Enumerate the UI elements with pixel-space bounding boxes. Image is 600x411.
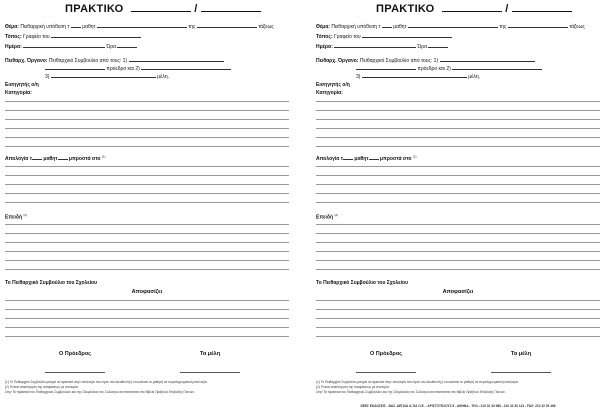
ruled-line xyxy=(5,175,289,176)
charge-label: Κατηγορία: xyxy=(316,90,343,96)
student-word: μαθητ xyxy=(82,24,96,30)
ruled-line xyxy=(5,309,289,310)
subject-text: Πειθαρχική υπόθεση τ xyxy=(331,24,381,30)
ruled-line xyxy=(316,242,600,243)
member3-blank[interactable] xyxy=(362,72,467,78)
footnote-3-text: Στην Τα πρακτικά του Πειθαρχικού Συμβουλίου και της Ολομέλειας του Συλλόγου συντάσσονται στο Βιβλίο Πράξεων Επιβολής Ποινών. xyxy=(5,390,195,394)
council-label: Το Πειθαρχικό Συμβούλιο του Σχολείου xyxy=(5,280,98,286)
defense-text-c: μπροστά στο xyxy=(68,156,101,162)
ruled-line xyxy=(5,101,289,102)
ruled-line xyxy=(5,110,289,111)
slash: / xyxy=(194,3,198,15)
organ-row xyxy=(316,56,535,64)
members-sig-label-box xyxy=(170,351,250,357)
number-blank[interactable] xyxy=(131,2,191,12)
defense-text-b: μαθητ xyxy=(354,156,369,162)
ruled-line xyxy=(5,269,289,270)
class-blank[interactable] xyxy=(508,22,568,28)
ruled-line xyxy=(5,202,289,203)
defense-gender2-blank[interactable] xyxy=(58,154,68,160)
council-label: Το Πειθαρχικό Συμβούλιο του Σχολείου xyxy=(316,280,409,286)
ruled-line xyxy=(316,193,600,194)
organ-label: Πειθαρχ. Όργανο: xyxy=(5,58,48,64)
defense-row xyxy=(316,154,417,162)
time-word: Ώρα xyxy=(417,44,428,50)
subject-row xyxy=(5,22,274,30)
place-text: Γραφείο του xyxy=(23,34,50,40)
defense-text-b: μαθητ xyxy=(43,156,58,162)
ruled-line xyxy=(5,318,289,319)
ruled-line xyxy=(316,224,600,225)
class-suffix: τάξεως xyxy=(569,24,585,30)
members-sig-label-box xyxy=(481,351,561,357)
ruled-line xyxy=(316,101,600,102)
publisher-line xyxy=(316,404,600,408)
footnote-2 xyxy=(316,385,390,389)
charge-label: Κατηγορία: xyxy=(5,90,32,96)
item3-text: 3) xyxy=(45,74,50,80)
rapporteur-row xyxy=(316,82,350,88)
decides-text: Αποφασίζει xyxy=(442,289,474,295)
members-signature-line[interactable] xyxy=(180,372,240,373)
president-label-box xyxy=(346,351,426,357)
publisher-text: ΝΕΕΣ ΕΚΔΟΣΕΙΣ - ΒΑΣ. ΔΕΓΑΙΑ & ΣΙΑ Ο.Ε. - ΑΡΙΣΤΟΤΕΛΟΥΣ 8 - ΑΘΗΝΑ - ΤΗΛ.: 210 32 40 586 - 210 32 40 141 - FAX: 210 32 25 466 xyxy=(360,404,556,408)
chair-text: πρόεδρο και 2) xyxy=(106,66,140,72)
members-sig-label: Τα μέλη xyxy=(199,351,221,357)
footnote-2 xyxy=(5,385,79,389)
rapporteur-label: Εισηγητής ο/η xyxy=(5,82,39,88)
decides-text: Αποφασίζει xyxy=(131,289,163,295)
ruled-line xyxy=(316,184,600,185)
president-label: Ο Πρόεδρος xyxy=(369,351,403,357)
decides-heading xyxy=(316,289,600,295)
footnote-1-text: (1) Το Πειθαρχικό Συμβούλιο μπορεί να αρκεστεί στην απολογία που έγινε στο Διευθυντή ή να καλέσει το μαθητή σε συμπληρωματική απολογία. xyxy=(316,380,519,384)
council-row xyxy=(316,280,408,286)
date-label: Ημέρα: xyxy=(316,44,333,50)
ruled-line xyxy=(316,202,600,203)
president-label: Ο Πρόεδρος xyxy=(58,351,92,357)
place-blank[interactable] xyxy=(362,32,452,38)
charge-label-row xyxy=(316,90,343,96)
place-blank[interactable] xyxy=(51,32,141,38)
student-name-blank[interactable] xyxy=(97,22,187,28)
president-signature-line[interactable] xyxy=(356,372,416,373)
defense-gender-blank[interactable] xyxy=(343,154,353,160)
footnote-1 xyxy=(316,380,519,384)
ruled-line xyxy=(316,137,600,138)
defense-gender2-blank[interactable] xyxy=(369,154,379,160)
ruled-line xyxy=(316,336,600,337)
day-blank[interactable] xyxy=(23,42,105,48)
rapporteur-label: Εισηγητής ο/η xyxy=(316,82,350,88)
member1-blank[interactable] xyxy=(440,56,535,62)
ruled-line xyxy=(316,119,600,120)
form-title xyxy=(376,2,572,15)
rapporteur-row xyxy=(5,82,39,88)
class-word: της xyxy=(188,24,196,30)
ruled-line xyxy=(5,251,289,252)
council-row xyxy=(5,280,97,286)
footnote-3-text: Στην Τα πρακτικά του Πειθαρχικού Συμβουλίου και της Ολομέλειας του Συλλόγου συντάσσονται στο Βιβλίο Πράξεων Επιβολής Ποινών. xyxy=(316,390,506,394)
ruled-line xyxy=(316,128,600,129)
footnote-1 xyxy=(5,380,208,384)
footnote-3 xyxy=(316,390,506,394)
ruled-line xyxy=(5,233,289,234)
since-label: Επειδή xyxy=(5,214,23,221)
president-signature-line[interactable] xyxy=(45,372,105,373)
ruled-line xyxy=(316,318,600,319)
defense-text-c: μπροστά στο xyxy=(379,156,412,162)
defense-footnote-ref: (1) xyxy=(101,154,106,159)
ruled-line xyxy=(5,146,289,147)
form-title xyxy=(65,2,261,15)
since-row xyxy=(5,213,27,221)
place-label: Τόπος: xyxy=(5,34,22,40)
since-row xyxy=(316,213,338,221)
footnote-3 xyxy=(5,390,195,394)
organ-text: Πειθαρχικό Συμβούλιο από τους: 1) xyxy=(359,58,439,64)
chair-row xyxy=(45,64,231,72)
since-label: Επειδή xyxy=(316,214,334,221)
gender-blank[interactable] xyxy=(71,22,81,28)
date-label: Ημέρα: xyxy=(5,44,22,50)
ruled-line xyxy=(5,119,289,120)
ruled-line xyxy=(316,233,600,234)
subject-label: Θέμα: xyxy=(5,24,19,30)
ruled-line xyxy=(316,269,600,270)
since-footnote-ref: (2) xyxy=(23,213,28,217)
class-blank[interactable] xyxy=(197,22,257,28)
subject-label: Θέμα: xyxy=(316,24,330,30)
organ-row xyxy=(5,56,224,64)
chair-text: πρόεδρο και 2) xyxy=(417,66,451,72)
date-row xyxy=(316,42,448,50)
slash: / xyxy=(505,3,509,15)
ruled-line xyxy=(316,327,600,328)
ruled-line xyxy=(316,146,600,147)
subject-row xyxy=(316,22,585,30)
place-text: Γραφείο του xyxy=(334,34,361,40)
footnote-2-text: (2) Γίνεται αιτιολόγηση της αποφάσεως με συντομία. xyxy=(316,385,390,389)
chair-row xyxy=(356,64,542,72)
day-blank[interactable] xyxy=(334,42,416,48)
footnote-2-text: (2) Γίνεται αιτιολόγηση της αποφάσεως με συντομία. xyxy=(5,385,79,389)
place-row xyxy=(5,32,141,40)
title-text: ΠΡΑΚΤΙΚΟ xyxy=(65,3,124,15)
charge-label-row xyxy=(5,90,32,96)
members-text: μέλη. xyxy=(468,74,481,80)
ruled-line xyxy=(5,336,289,337)
member3-blank[interactable] xyxy=(51,72,156,78)
members-text: μέλη. xyxy=(157,74,170,80)
date-blank[interactable] xyxy=(512,2,572,12)
time-blank[interactable] xyxy=(117,42,137,48)
form-page-right xyxy=(316,0,600,411)
place-label: Τόπος: xyxy=(316,34,333,40)
subject-text: Πειθαρχική υπόθεση τ xyxy=(20,24,70,30)
date-blank[interactable] xyxy=(201,2,261,12)
member1b-blank[interactable] xyxy=(356,64,416,70)
student-name-blank[interactable] xyxy=(408,22,498,28)
decides-heading xyxy=(5,289,289,295)
organ-text: Πειθαρχικό Συμβούλιο από τους: 1) xyxy=(48,58,128,64)
ruled-line xyxy=(5,137,289,138)
defense-gender-blank[interactable] xyxy=(32,154,42,160)
form-page-left xyxy=(5,0,289,411)
members-sig-label: Τα μέλη xyxy=(510,351,532,357)
defense-row xyxy=(5,154,106,162)
member2-blank[interactable] xyxy=(452,64,542,70)
gender-blank[interactable] xyxy=(382,22,392,28)
ruled-line xyxy=(316,300,600,301)
time-word: Ώρα xyxy=(106,44,117,50)
defense-text-a: Απολογία τ xyxy=(5,156,32,162)
ruled-line xyxy=(5,184,289,185)
ruled-line xyxy=(5,242,289,243)
class-suffix: τάξεως xyxy=(258,24,274,30)
ruled-line xyxy=(5,327,289,328)
time-blank[interactable] xyxy=(428,42,448,48)
member2-blank[interactable] xyxy=(141,64,231,70)
president-label-box xyxy=(35,351,115,357)
item3-row xyxy=(45,72,169,80)
ruled-line xyxy=(5,193,289,194)
number-blank[interactable] xyxy=(442,2,502,12)
ruled-line xyxy=(5,260,289,261)
members-signature-line[interactable] xyxy=(491,372,551,373)
student-word: μαθητ xyxy=(393,24,407,30)
ruled-line xyxy=(5,166,289,167)
title-text: ΠΡΑΚΤΙΚΟ xyxy=(376,3,435,15)
ruled-line xyxy=(5,128,289,129)
footnote-1-text: (1) Το Πειθαρχικό Συμβούλιο μπορεί να αρκεστεί στην απολογία που έγινε στο Διευθυντή ή να καλέσει το μαθητή σε συμπληρωματική απολογία. xyxy=(5,380,208,384)
ruled-line xyxy=(316,166,600,167)
item3-text: 3) xyxy=(356,74,361,80)
member1-blank[interactable] xyxy=(129,56,224,62)
place-row xyxy=(316,32,452,40)
ruled-line xyxy=(5,224,289,225)
date-row xyxy=(5,42,137,50)
ruled-line xyxy=(316,260,600,261)
organ-label: Πειθαρχ. Όργανο: xyxy=(316,58,359,64)
class-word: της xyxy=(499,24,507,30)
ruled-line xyxy=(316,309,600,310)
ruled-line xyxy=(316,110,600,111)
since-footnote-ref: (2) xyxy=(334,213,339,217)
defense-text-a: Απολογία τ xyxy=(316,156,343,162)
ruled-line xyxy=(5,300,289,301)
ruled-line xyxy=(316,175,600,176)
member1b-blank[interactable] xyxy=(45,64,105,70)
defense-footnote-ref: (1) xyxy=(412,154,417,159)
ruled-line xyxy=(316,251,600,252)
item3-row xyxy=(356,72,480,80)
